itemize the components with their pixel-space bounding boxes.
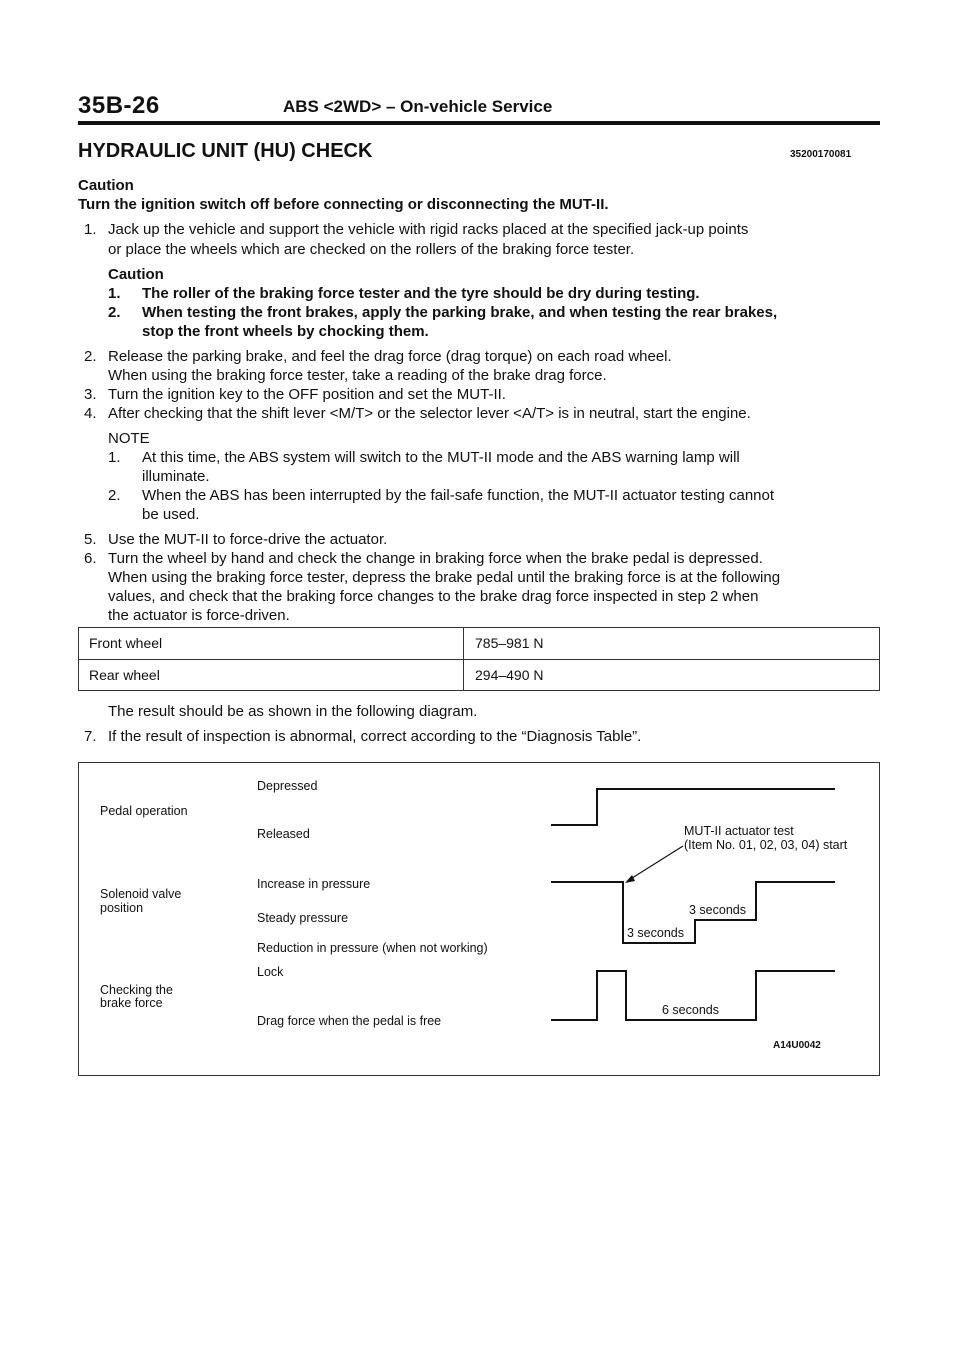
label-checking-line-2: brake force — [100, 996, 163, 1010]
section-title: HYDRAULIC UNIT (HU) CHECK — [78, 140, 373, 162]
step-6-line-2: When using the braking force tester, depress the brake pedal until the braking force is at the following — [108, 569, 781, 586]
solenoid-waveform — [551, 882, 835, 943]
step-2-line-1: Release the parking brake, and feel the drag force (drag torque) on each road wheel. — [108, 348, 672, 365]
step-5-text: Use the MUT-II to force-drive the actuator. — [108, 531, 388, 548]
step-1-caution-label: Caution — [108, 266, 164, 283]
step-1-caution-2-line-2: stop the front wheels by chocking them. — [142, 323, 429, 340]
caution-text: Turn the ignition switch off before connecting or disconnecting the MUT-II. — [78, 196, 609, 213]
label-steady-pressure: Steady pressure — [257, 911, 349, 925]
step-1-caution-1: The roller of the braking force tester and the tyre should be dry during testing. — [142, 285, 700, 302]
label-mut-test-line-1: MUT-II actuator test — [684, 824, 794, 838]
label-released: Released — [257, 827, 310, 841]
step-4-note-1-line-2: illuminate. — [142, 468, 210, 485]
label-solenoid-line-2: position — [100, 901, 144, 915]
step-6-line-3: values, and check that the braking force changes to the brake drag force inspected in step 2 when — [108, 588, 759, 605]
step-1-number: 1. — [84, 221, 97, 238]
label-mut-test-line-2: (Item No. 01, 02, 03, 04) start — [684, 838, 848, 852]
header-title: ABS <2WD> – On-vehicle Service — [283, 97, 553, 116]
step-3-text: Turn the ignition key to the OFF position and set the MUT-II. — [108, 386, 506, 403]
step-4-note-label: NOTE — [108, 430, 150, 447]
label-3-seconds-lower: 3 seconds — [627, 926, 684, 940]
spec-value-rear: 294–490 N — [475, 667, 544, 683]
label-checking-line-1: Checking the — [100, 983, 173, 997]
label-lock: Lock — [257, 965, 284, 979]
diagram-code: A14U0042 — [773, 1040, 821, 1051]
step-4-note-2-number: 2. — [108, 487, 121, 504]
step-4-text: After checking that the shift lever <M/T> or the selector lever <A/T> is in neutral, start the engine. — [108, 405, 751, 422]
label-increase-pressure: Increase in pressure — [257, 877, 371, 891]
page-number: 35B-26 — [78, 92, 160, 119]
step-2-number: 2. — [84, 348, 97, 365]
label-6-seconds: 6 seconds — [662, 1003, 719, 1017]
step-1-line-1: Jack up the vehicle and support the vehicle with rigid racks placed at the specified jack-up points — [108, 221, 749, 238]
step-6-line-4: the actuator is force-driven. — [108, 607, 290, 624]
spec-label-front: Front wheel — [89, 635, 163, 651]
step-3-number: 3. — [84, 386, 97, 403]
label-drag-force: Drag force when the pedal is free — [257, 1014, 442, 1028]
step-6-line-1: Turn the wheel by hand and check the change in braking force when the brake pedal is depressed. — [108, 550, 763, 567]
step-4-note-1-number: 1. — [108, 449, 121, 466]
step-1-caution-2-number: 2. — [108, 304, 121, 321]
caution-label: Caution — [78, 177, 134, 194]
step-2-line-2: When using the braking force tester, take a reading of the brake drag force. — [108, 367, 607, 384]
section-code: 35200170081 — [790, 149, 852, 160]
step-4-note-2-line-1: When the ABS has been interrupted by the fail-safe function, the MUT-II actuator testing cannot — [142, 487, 775, 504]
spec-value-front: 785–981 N — [475, 635, 544, 651]
step-4-number: 4. — [84, 405, 97, 422]
step-7-text: If the result of inspection is abnormal, correct according to the “Diagnosis Table”. — [108, 728, 642, 745]
step-5-number: 5. — [84, 531, 97, 548]
pedal-waveform — [551, 789, 835, 825]
spec-label-rear: Rear wheel — [89, 667, 160, 683]
step-1-line-2: or place the wheels which are checked on the rollers of the braking force tester. — [108, 241, 635, 258]
label-reduction-pressure: Reduction in pressure (when not working) — [257, 941, 488, 955]
step-7-number: 7. — [84, 728, 97, 745]
brake-force-waveform — [551, 971, 835, 1020]
step-1-caution-1-number: 1. — [108, 285, 121, 302]
step-4-note-1-line-1: At this time, the ABS system will switch to the MUT-II mode and the ABS warning lamp will — [142, 449, 740, 466]
result-text: The result should be as shown in the following diagram. — [108, 703, 478, 720]
step-6-number: 6. — [84, 550, 97, 567]
step-1-caution-2-line-1: When testing the front brakes, apply the parking brake, and when testing the rear brakes, — [142, 304, 778, 321]
label-3-seconds-upper: 3 seconds — [689, 903, 746, 917]
label-depressed: Depressed — [257, 779, 318, 793]
label-solenoid-line-1: Solenoid valve — [100, 887, 182, 901]
step-4-note-2-line-2: be used. — [142, 506, 200, 523]
mut-test-arrow-head — [625, 875, 635, 883]
mut-test-arrow-line — [629, 846, 683, 880]
label-pedal-operation: Pedal operation — [100, 804, 188, 818]
